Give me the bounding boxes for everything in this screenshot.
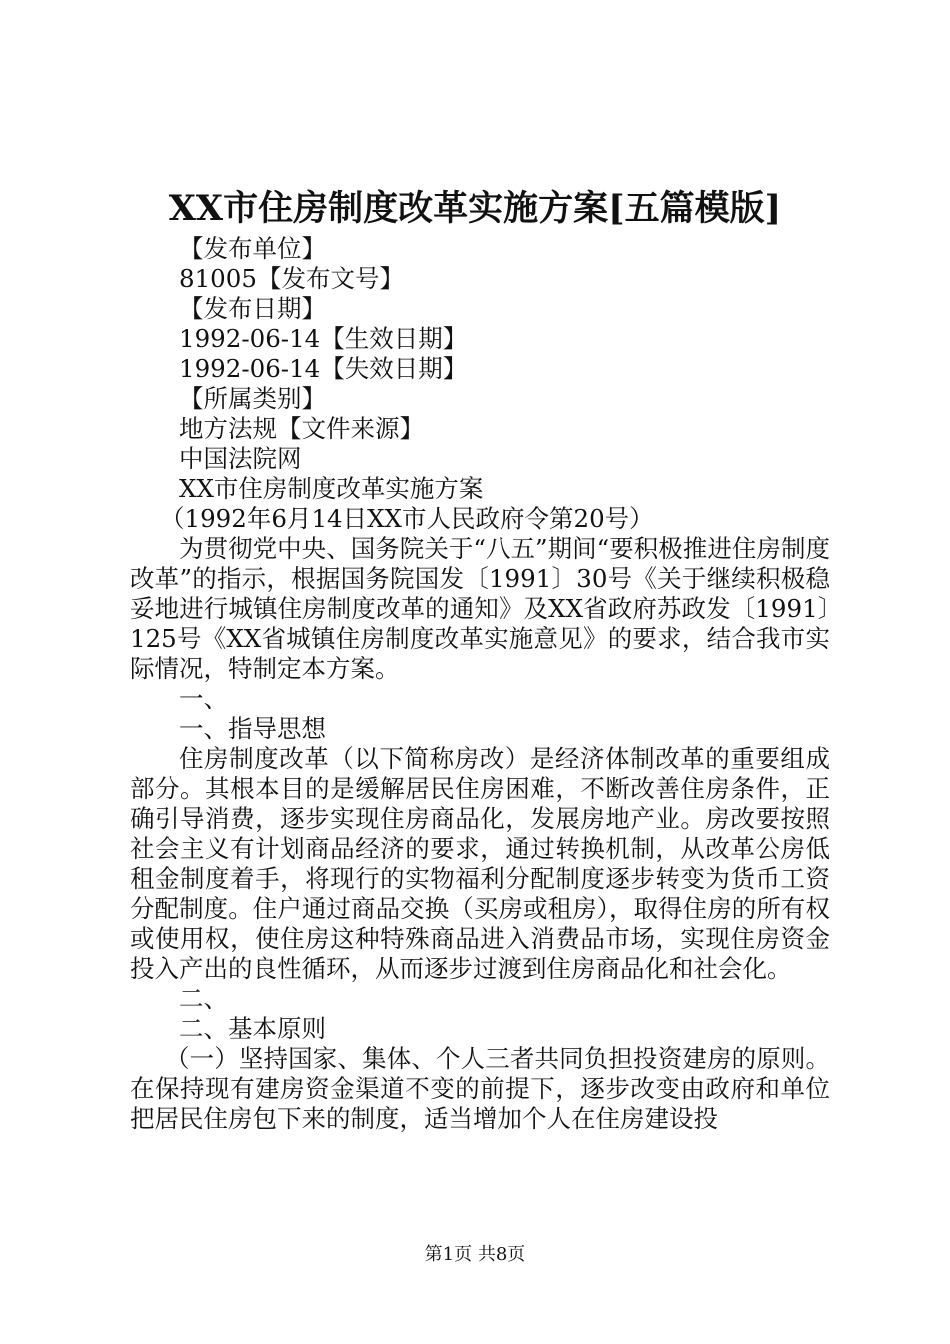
meta-source-name: 中国法院网 xyxy=(179,444,302,473)
section1-heading: 一、指导思想 xyxy=(179,714,326,743)
meta-source: 地方法规【文件来源】 xyxy=(179,414,424,443)
document-body xyxy=(130,234,830,1134)
meta-expiry-date: 1992-06-14【失效日期】 xyxy=(179,354,468,383)
document-title: XX市住房制度改革实施方案[五篇模版] xyxy=(168,188,782,229)
decree-info: （1992年6月14日XX市人民政府令第20号） xyxy=(160,504,654,533)
meta-effective-date: 1992-06-14【生效日期】 xyxy=(179,324,468,353)
section1-paragraph: 住房制度改革（以下简称房改）是经济体制改革的重要组成部分。其根本目的是缓解居民住房困难，不断改善住房条件，正确引导消费，逐步实现住房商品化，发展房地产业。房改要按照社会主义有计划商品经济的要求，通过转换机制，从改革公房低租金制度着手，将现行的实物福利分配制度逐步转变为货币工资分配制度。住户通过商品交换（买房或租房），取得住房的所有权或使用权，使住房这种特殊商品进入消费品市场，实现住房资金投入产出的良性循环，从而逐步过渡到住房商品化和社会化。 xyxy=(130,744,830,983)
section2-marker: 二、 xyxy=(179,984,228,1013)
meta-publisher: 【发布单位】 xyxy=(179,234,326,263)
preamble-paragraph: 为贯彻党中央、国务院关于“八五”期间“要积极推进住房制度改革”的指示，根据国务院国发〔1991〕30号《关于继续积极稳妥地进行城镇住房制度改革的通知》及XX省政府苏政发〔1991〕125号《XX省城镇住房制度改革实施意见》的要求，结合我市实际情况，特制定本方案。 xyxy=(130,534,830,683)
meta-category: 【所属类别】 xyxy=(179,384,326,413)
meta-doc-number: 81005【发布文号】 xyxy=(179,264,404,293)
section2-heading: 二、基本原则 xyxy=(179,1014,326,1043)
meta-publish-date: 【发布日期】 xyxy=(179,294,326,323)
section2-paragraph: （一）坚持国家、集体、个人三者共同负担投资建房的原则。在保持现有建房资金渠道不变的前提下，逐步改变由政府和单位把居民住房包下来的制度，适当增加个人在住房建设投 xyxy=(130,1044,830,1133)
page-footer: 第1页 共8页 xyxy=(424,1244,526,1265)
subtitle: XX市住房制度改革实施方案 xyxy=(179,474,484,503)
section1-marker: 一、 xyxy=(179,684,228,713)
